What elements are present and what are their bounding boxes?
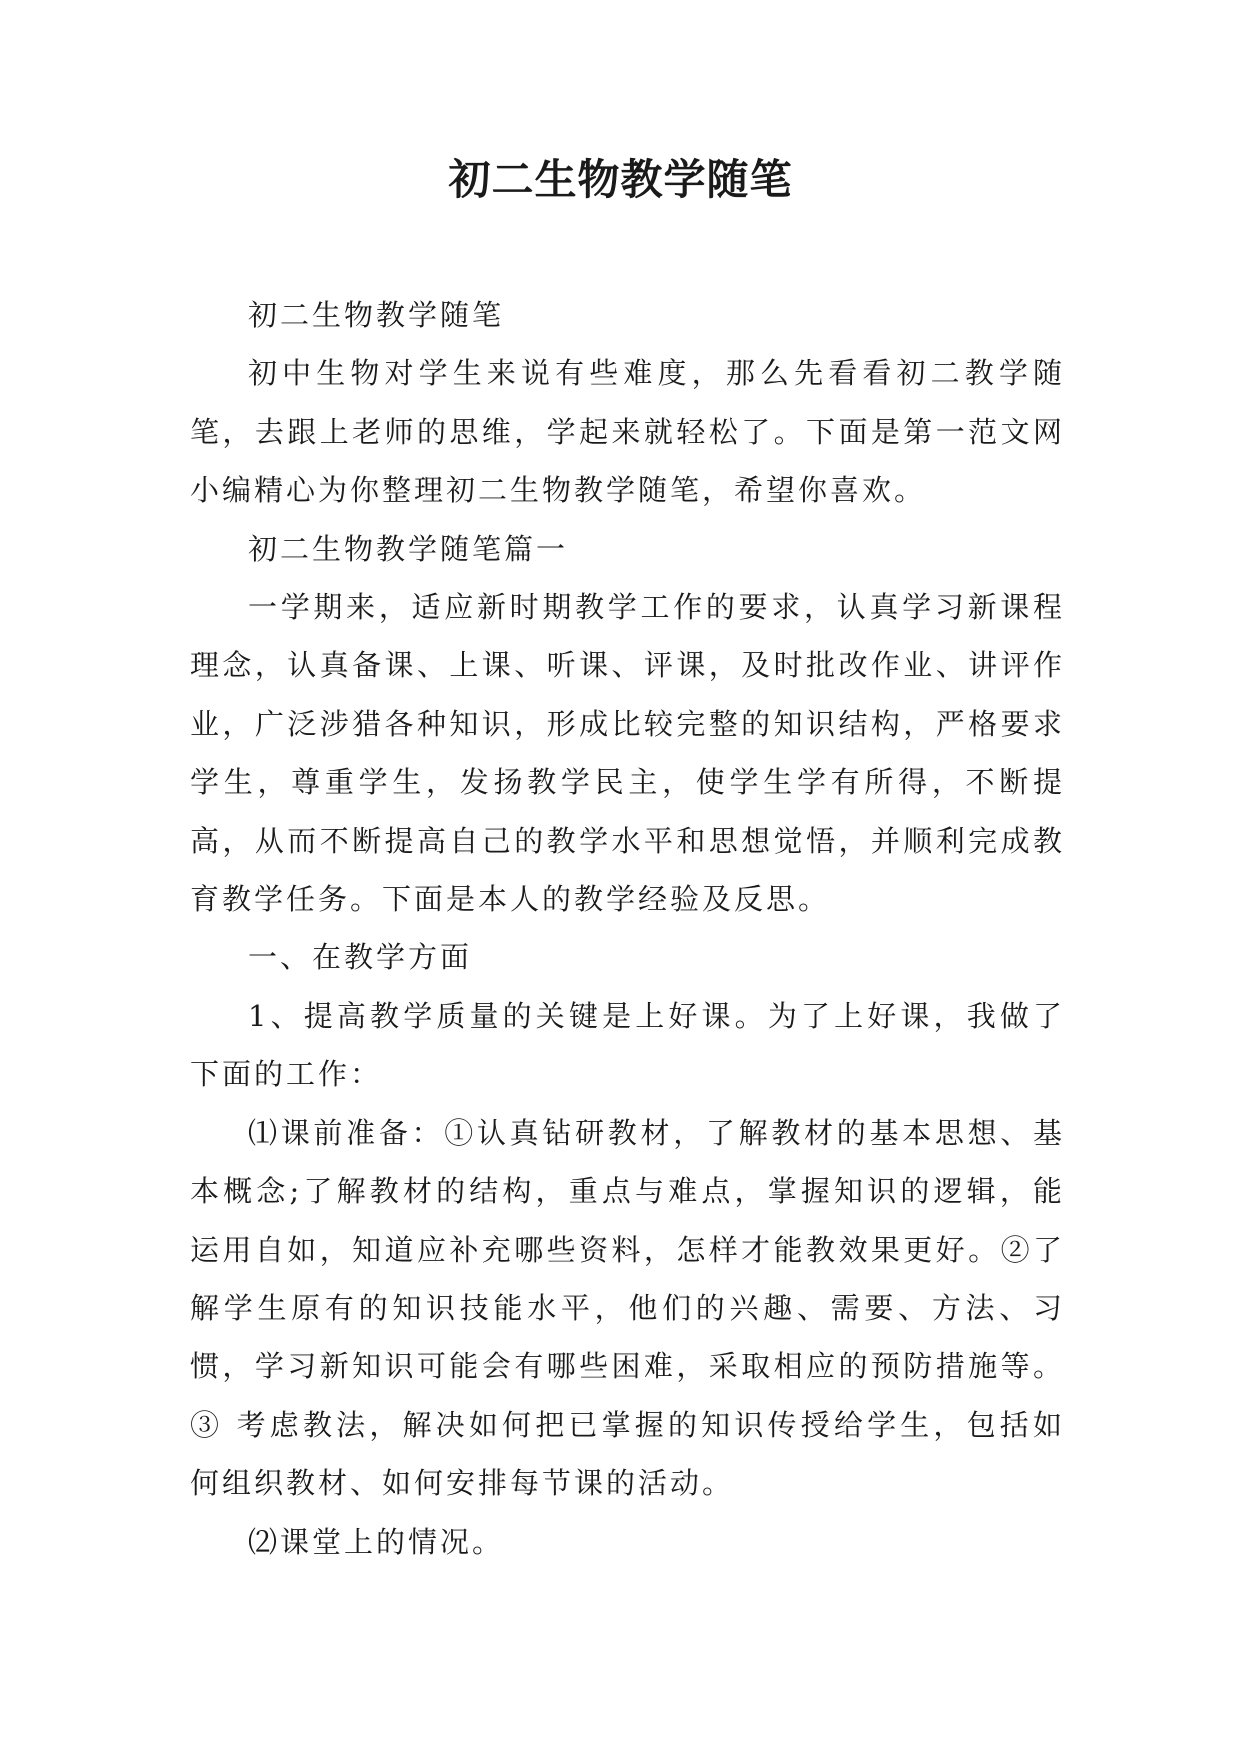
paragraph-subtitle: 初二生物教学随笔 [248,298,505,332]
paragraph-section-heading: 初二生物教学随笔篇一 [248,531,569,566]
paragraph-classroom: ⑵课堂上的情况。 [248,1524,505,1559]
document-title: 初二生物教学随笔 [448,155,793,204]
paragraph-heading-teaching: 一、在教学方面 [248,940,473,975]
document-body [190,286,1065,1571]
paragraph-preparation: ⑴课前准备：①认真钻研教材，了解教材的基本思想、基本概念;了解教材的结构，重点与难点，掌握知识的逻辑，能运用自如，知道应补充哪些资料，怎样才能教效果更好。②了解学生原有的知识技能水平，他们的兴趣、需要、方法、习惯，学习新知识可能会有哪些困难，采取相应的预防措施等。 ③ 考虑教法，解决如何把已掌握的知识传授给学生，包括如何组织教材、如何安排每节课的活动。 [190,1115,1065,1501]
paragraph-intro: 初中生物对学生来说有些难度，那么先看看初二教学随笔，去跟上老师的思维，学起来就轻松了。下面是第一范文网小编精心为你整理初二生物教学随笔，希望你喜欢。 [190,356,1065,508]
paragraph-point-1: 1、提高教学质量的关键是上好课。为了上好课，我做了下面的工作： [190,998,1065,1092]
paragraph-summary: 一学期来，适应新时期教学工作的要求，认真学习新课程理念，认真备课、上课、听课、评课，及时批改作业、讲评作业，广泛涉猎各种知识，形成比较完整的知识结构，严格要求学生，尊重学生，发扬教学民主，使学生学有所得，不断提高，从而不断提高自己的教学水平和思想觉悟，并顺利完成教育教学任务。下面是本人的教学经验及反思。 [190,590,1065,917]
